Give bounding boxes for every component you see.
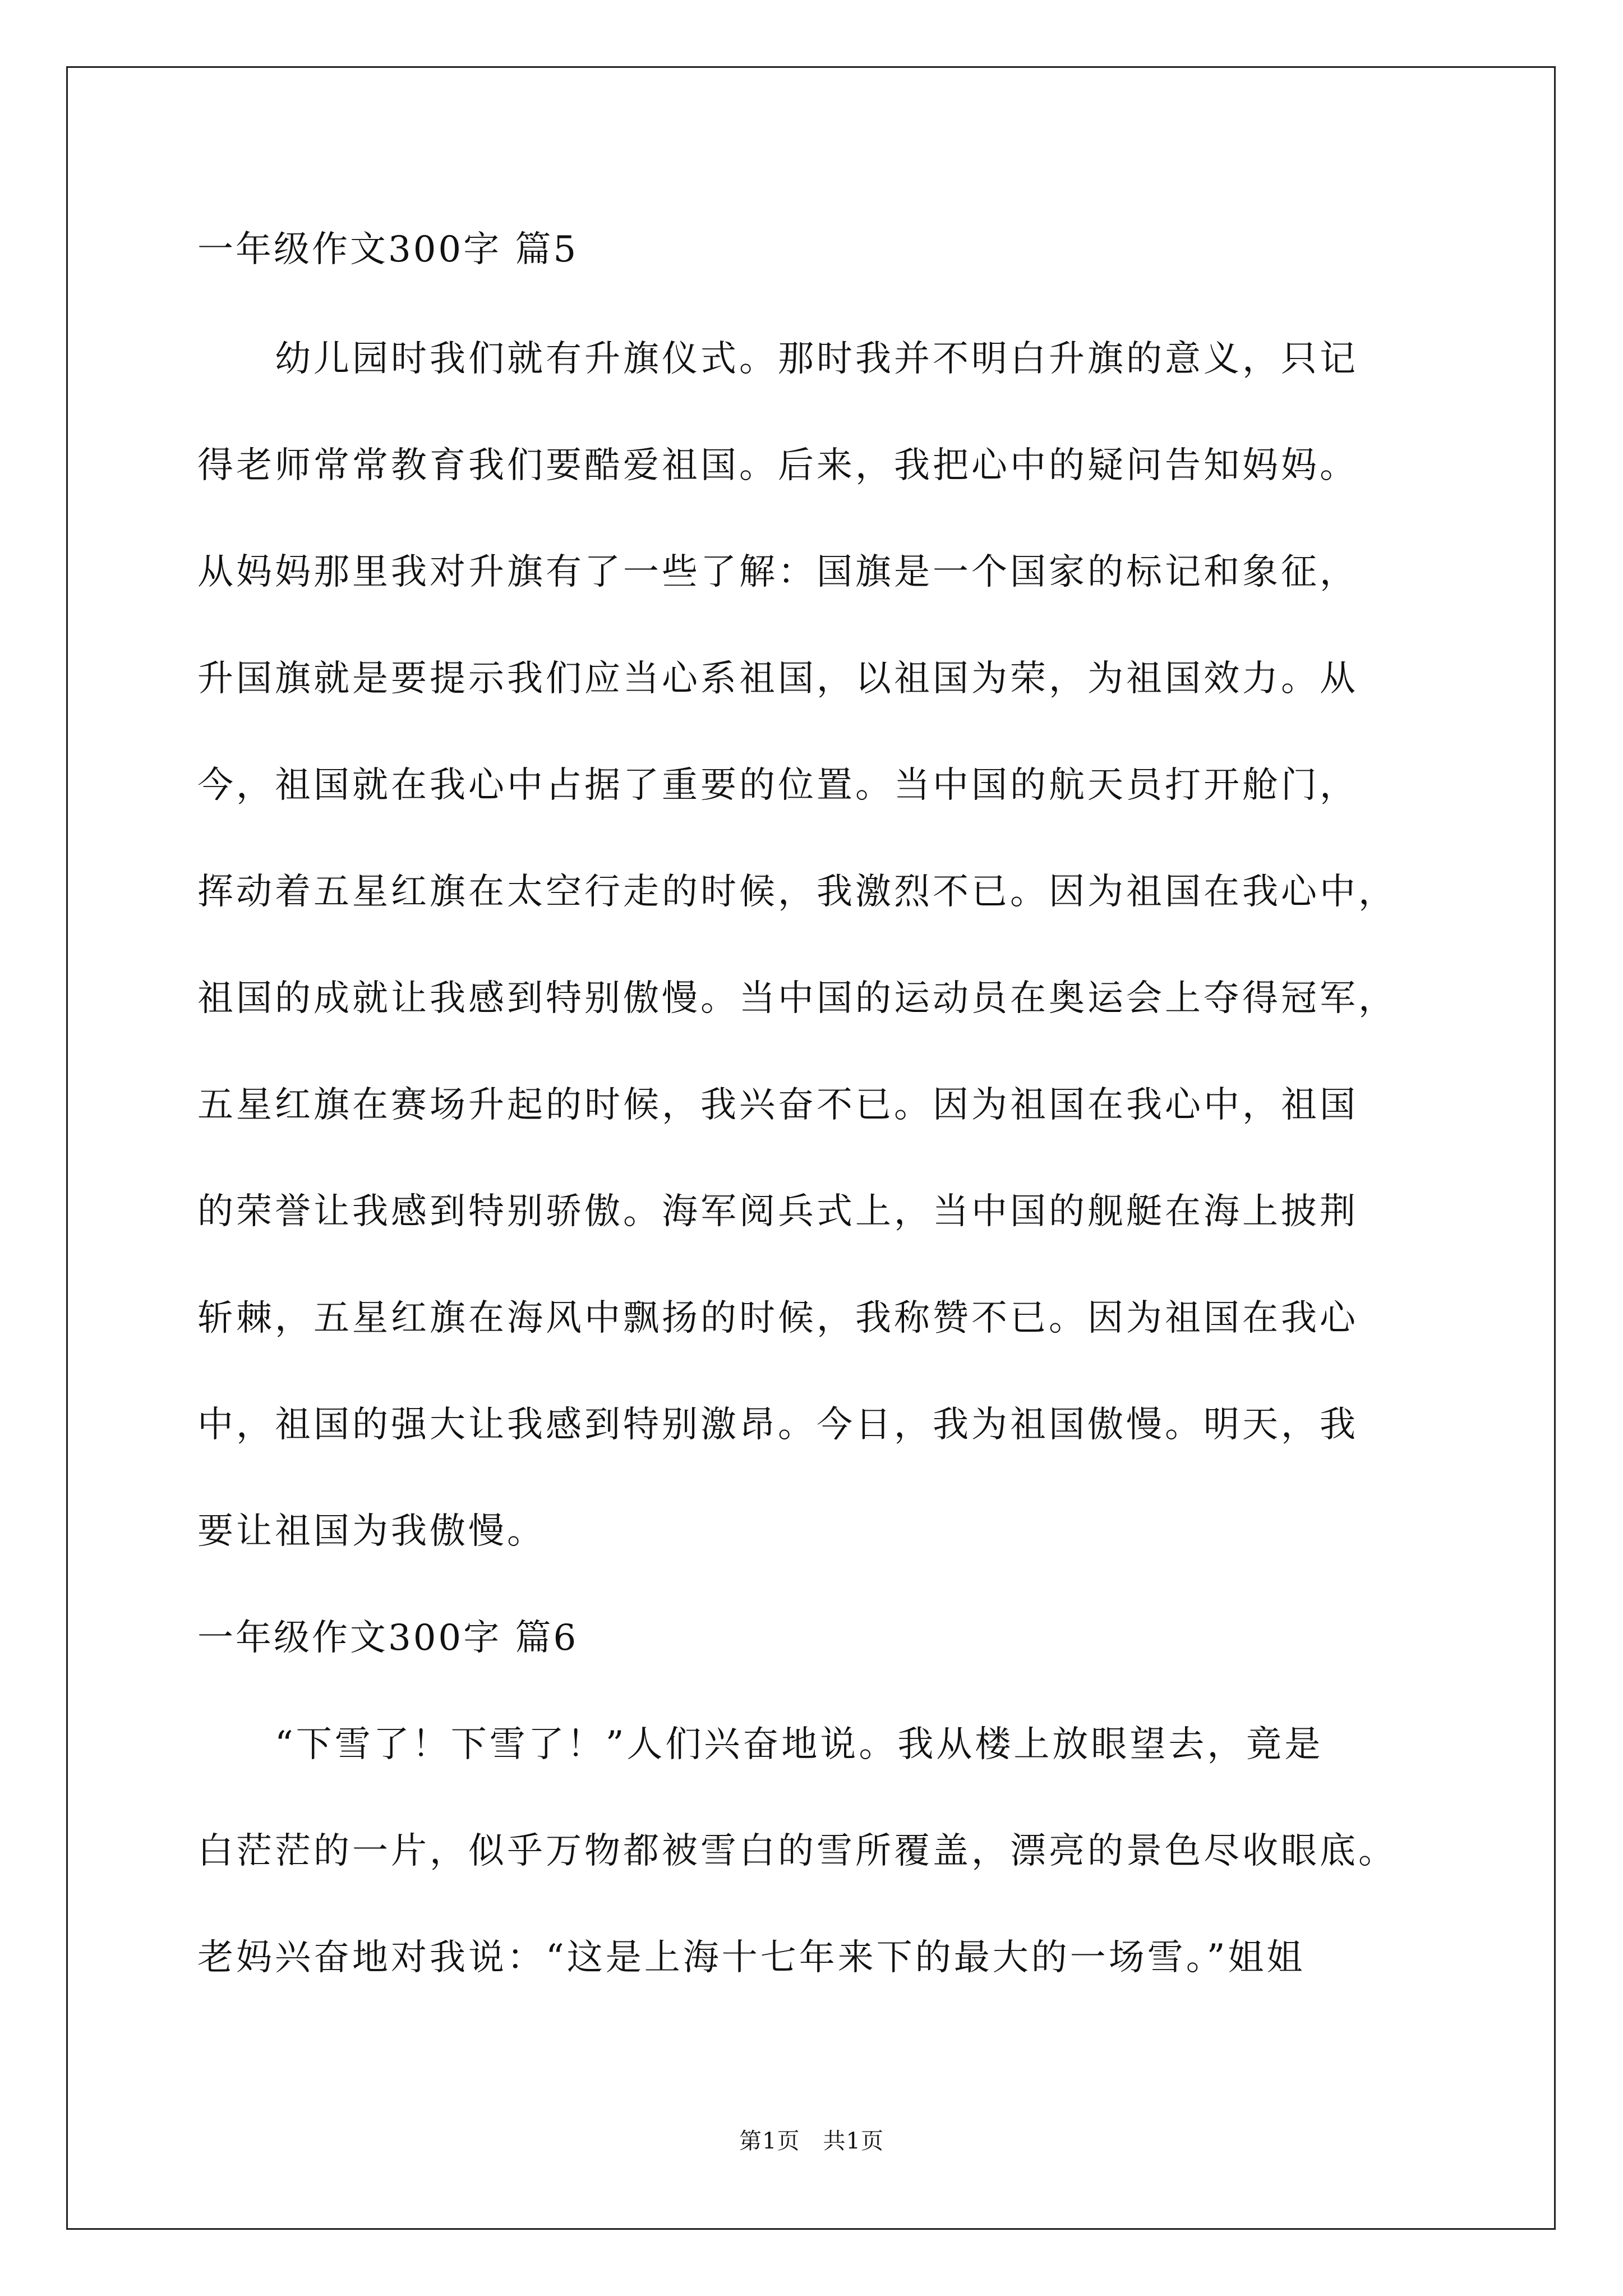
paragraph-line: 今，祖国就在我心中占据了重要的位置。当中国的航天员打开舱门， <box>197 765 1358 806</box>
paragraph-line: 五星红旗在赛场升起的时候，我兴奋不已。因为祖国在我心中，祖国 <box>197 1084 1358 1126</box>
paragraph-line: 白茫茫的一片，似乎万物都被雪白的雪所覆盖，漂亮的景色尽收眼底。 <box>197 1830 1397 1872</box>
paragraph-line: 老妈兴奋地对我说：“这是上海十七年来下的最大的一场雪。”姐姐 <box>197 1937 1306 1978</box>
paragraph-line: 挥动着五星红旗在太空行走的时候，我激烈不已。因为祖国在我心中， <box>197 871 1397 913</box>
paragraph-line: 要让祖国为我傲慢。 <box>197 1511 546 1552</box>
page-border <box>66 66 1556 2230</box>
paragraph-line: “下雪了！下雪了！”人们兴奋地说。我从楼上放眼望去，竟是 <box>197 1724 1324 1765</box>
paragraph-line: 升国旗就是要提示我们应当心系祖国，以祖国为荣，为祖国效力。从 <box>197 658 1358 700</box>
paragraph-line: 斩棘，五星红旗在海风中飘扬的时候，我称赞不已。因为祖国在我心 <box>197 1297 1358 1339</box>
paragraph-line: 祖国的成就让我感到特别傲慢。当中国的运动员在奥运会上夺得冠军， <box>197 978 1397 1019</box>
paragraph-line: 的荣誉让我感到特别骄傲。海军阅兵式上，当中国的舰艇在海上披荆 <box>197 1191 1358 1232</box>
paragraph-line: 幼儿园时我们就有升旗仪式。那时我并不明白升旗的意义，只记 <box>197 338 1358 380</box>
page-number-footer: 第1页 共1页 <box>739 2128 884 2154</box>
paragraph-line: 从妈妈那里我对升旗有了一些了解：国旗是一个国家的标记和象征， <box>197 551 1358 593</box>
section-heading: 一年级作文300字 篇6 <box>197 1617 579 1659</box>
paragraph-line: 得老师常常教育我们要酷爱祖国。后来，我把心中的疑问告知妈妈。 <box>197 445 1358 486</box>
section-heading: 一年级作文300字 篇5 <box>197 229 579 270</box>
paragraph-line: 中，祖国的强大让我感到特别激昂。今日，我为祖国傲慢。明天，我 <box>197 1404 1358 1446</box>
